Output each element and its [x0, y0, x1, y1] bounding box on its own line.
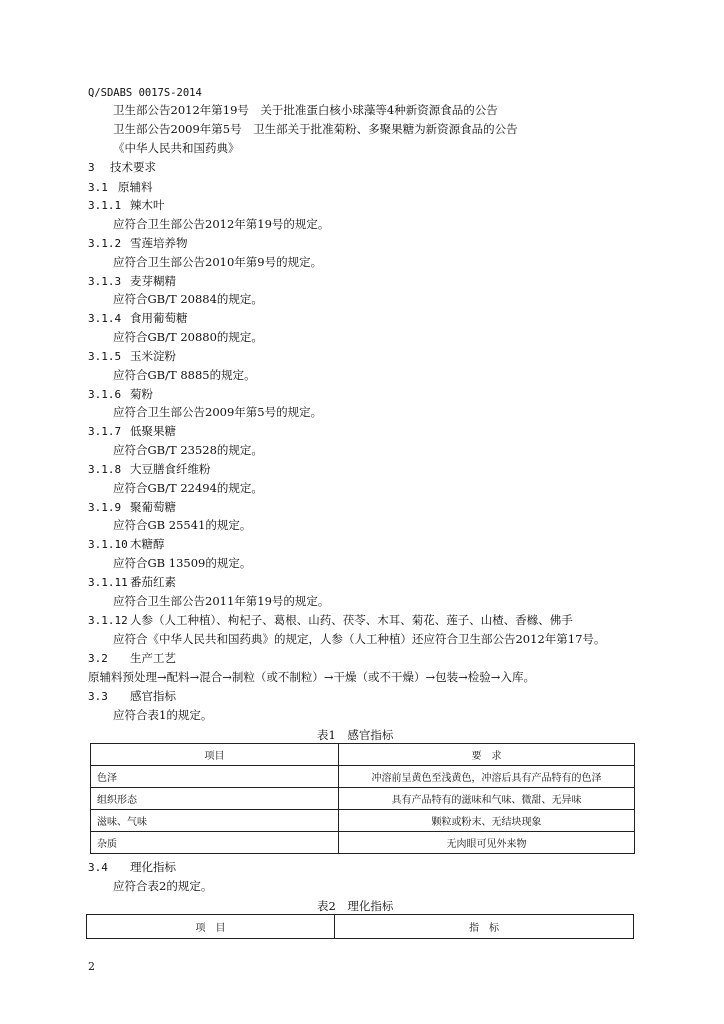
- table-header-cell: 指 标: [335, 915, 634, 939]
- section-title: 生产工艺: [130, 651, 176, 665]
- subsection-heading: [88, 537, 165, 552]
- subsection-number: 3.1.12: [88, 614, 128, 627]
- subsection-number: 3.1.4: [88, 312, 122, 325]
- section-heading: [88, 689, 176, 704]
- section-heading: [88, 651, 176, 666]
- requirement-text: 应符合卫生部公告2012年第19号的规定。: [113, 217, 330, 231]
- subsection-number: 3.1.1: [88, 199, 122, 212]
- section-title: 感官指标: [130, 689, 176, 703]
- reference-line: 卫生部公告2012年第19号 关于批准蛋白核小球藻等4种新资源食品的公告: [113, 103, 498, 117]
- section-heading: [88, 160, 156, 175]
- table-header-row: [87, 915, 634, 939]
- section-title: 技术要求: [110, 160, 156, 174]
- section-number: 3.1: [88, 181, 108, 194]
- section-title: 理化指标: [130, 860, 176, 874]
- section-heading: [88, 180, 153, 195]
- requirement-text: 应符合GB 25541的规定。: [113, 518, 252, 532]
- requirement-text: 应符合表2的规定。: [113, 879, 213, 893]
- subsection-heading: [88, 462, 211, 477]
- section-number: 3.2: [88, 652, 108, 665]
- requirement-text: 应符合GB/T 8885的规定。: [113, 368, 256, 382]
- subsection-heading: [88, 349, 176, 364]
- subsection-heading: [88, 500, 176, 515]
- subsection-number: 3.1.2: [88, 237, 122, 250]
- physicochemical-table: [86, 914, 634, 939]
- table-cell: 组织形态: [91, 788, 339, 810]
- table-header-cell: 要 求: [339, 744, 635, 766]
- subsection-number: 3.1.3: [88, 275, 122, 288]
- section-title: 原辅料: [118, 180, 153, 194]
- subsection-number: 3.1.10: [88, 538, 128, 551]
- subsection-heading: [88, 198, 165, 213]
- subsection-heading: [88, 424, 176, 439]
- subsection-number: 3.1.9: [88, 501, 122, 514]
- subsection-heading: [88, 236, 188, 251]
- subsection-title: 食用葡萄糖: [130, 311, 188, 325]
- subsection-title: 番茄红素: [130, 575, 176, 589]
- subsection-number: 3.1.11: [88, 576, 128, 589]
- table-cell: 滋味、气味: [91, 810, 339, 832]
- standard-code: Q/SDABS 0017S-2014: [88, 87, 202, 99]
- subsection-title: 大豆膳食纤维粉: [130, 462, 211, 476]
- table-header-row: [91, 744, 635, 766]
- subsection-heading: [88, 274, 176, 289]
- subsection-title: 低聚果糖: [130, 424, 176, 438]
- subsection-title: 玉米淀粉: [130, 349, 176, 363]
- table-row: [91, 810, 635, 832]
- requirement-text: 应符合GB/T 20884的规定。: [113, 292, 263, 306]
- subsection-title: 聚葡萄糖: [130, 500, 176, 514]
- requirement-text: 应符合表1的规定。: [113, 708, 213, 722]
- table-cell: 无肉眼可见外来物: [339, 832, 635, 854]
- table-header-cell: 项目: [91, 744, 339, 766]
- subsection-number: 3.1.7: [88, 425, 122, 438]
- subsection-title: 雪莲培养物: [130, 236, 188, 250]
- requirement-text: 应符合卫生部公告2010年第9号的规定。: [113, 255, 323, 269]
- subsection-number: 3.1.8: [88, 463, 122, 476]
- page-number: 2: [88, 960, 95, 973]
- reference-line: 《中华人民共和国药典》: [113, 141, 240, 155]
- section-number: 3.3: [88, 690, 108, 703]
- requirement-text: 应符合GB/T 23528的规定。: [113, 443, 263, 457]
- sensory-table: [90, 743, 635, 854]
- requirement-text: 应符合卫生部公告2011年第19号的规定。: [113, 594, 330, 608]
- subsection-number: 3.1.6: [88, 388, 122, 401]
- subsection-heading: [88, 387, 153, 402]
- table-cell: 杂质: [91, 832, 339, 854]
- section-number: 3: [88, 161, 95, 174]
- requirement-text: 应符合GB 13509的规定。: [113, 556, 252, 570]
- table-caption: 表2 理化指标: [317, 899, 394, 913]
- table-cell: 具有产品特有的滋味和气味、微甜、无异味: [339, 788, 635, 810]
- table-row: [91, 766, 635, 788]
- subsection-title: 麦芽糊精: [130, 274, 176, 288]
- process-flow-text: 原辅料预处理→配料→混合→制粒（或不制粒）→干燥（或不干燥）→包装→检验→入库。: [88, 670, 535, 684]
- subsection-title: 人参（人工种植）、枸杞子、葛根、山药、茯苓、木耳、菊花、莲子、山楂、香橼、佛手: [130, 613, 573, 627]
- table-header-cell: 项 目: [87, 915, 335, 939]
- reference-line: 卫生部公告2009年第5号 卫生部关于批准菊粉、多聚果糖为新资源食品的公告: [113, 122, 518, 136]
- requirement-text: 应符合GB/T 20880的规定。: [113, 330, 263, 344]
- subsection-heading: [88, 311, 188, 326]
- requirement-text: 应符合卫生部公告2009年第5号的规定。: [113, 405, 323, 419]
- subsection-number: 3.1.5: [88, 350, 122, 363]
- section-number: 3.4: [88, 861, 108, 874]
- section-heading: [88, 860, 176, 875]
- subsection-title: 木糖醇: [130, 537, 165, 551]
- subsection-heading: [88, 575, 176, 590]
- table-cell: 色泽: [91, 766, 339, 788]
- requirement-text: 应符合《中华人民共和国药典》的规定，人参（人工种植）还应符合卫生部公告2012年第17号。: [113, 632, 606, 646]
- table-cell: 颗粒或粉末、无结块现象: [339, 810, 635, 832]
- subsection-heading: [88, 613, 573, 628]
- requirement-text: 应符合GB/T 22494的规定。: [113, 481, 263, 495]
- table-cell: 冲溶前呈黄色至浅黄色，冲溶后具有产品特有的色泽: [339, 766, 635, 788]
- table-row: [91, 832, 635, 854]
- table-row: [91, 788, 635, 810]
- subsection-title: 辣木叶: [130, 198, 165, 212]
- table-caption: 表1 感官指标: [317, 728, 394, 742]
- subsection-title: 菊粉: [130, 387, 153, 401]
